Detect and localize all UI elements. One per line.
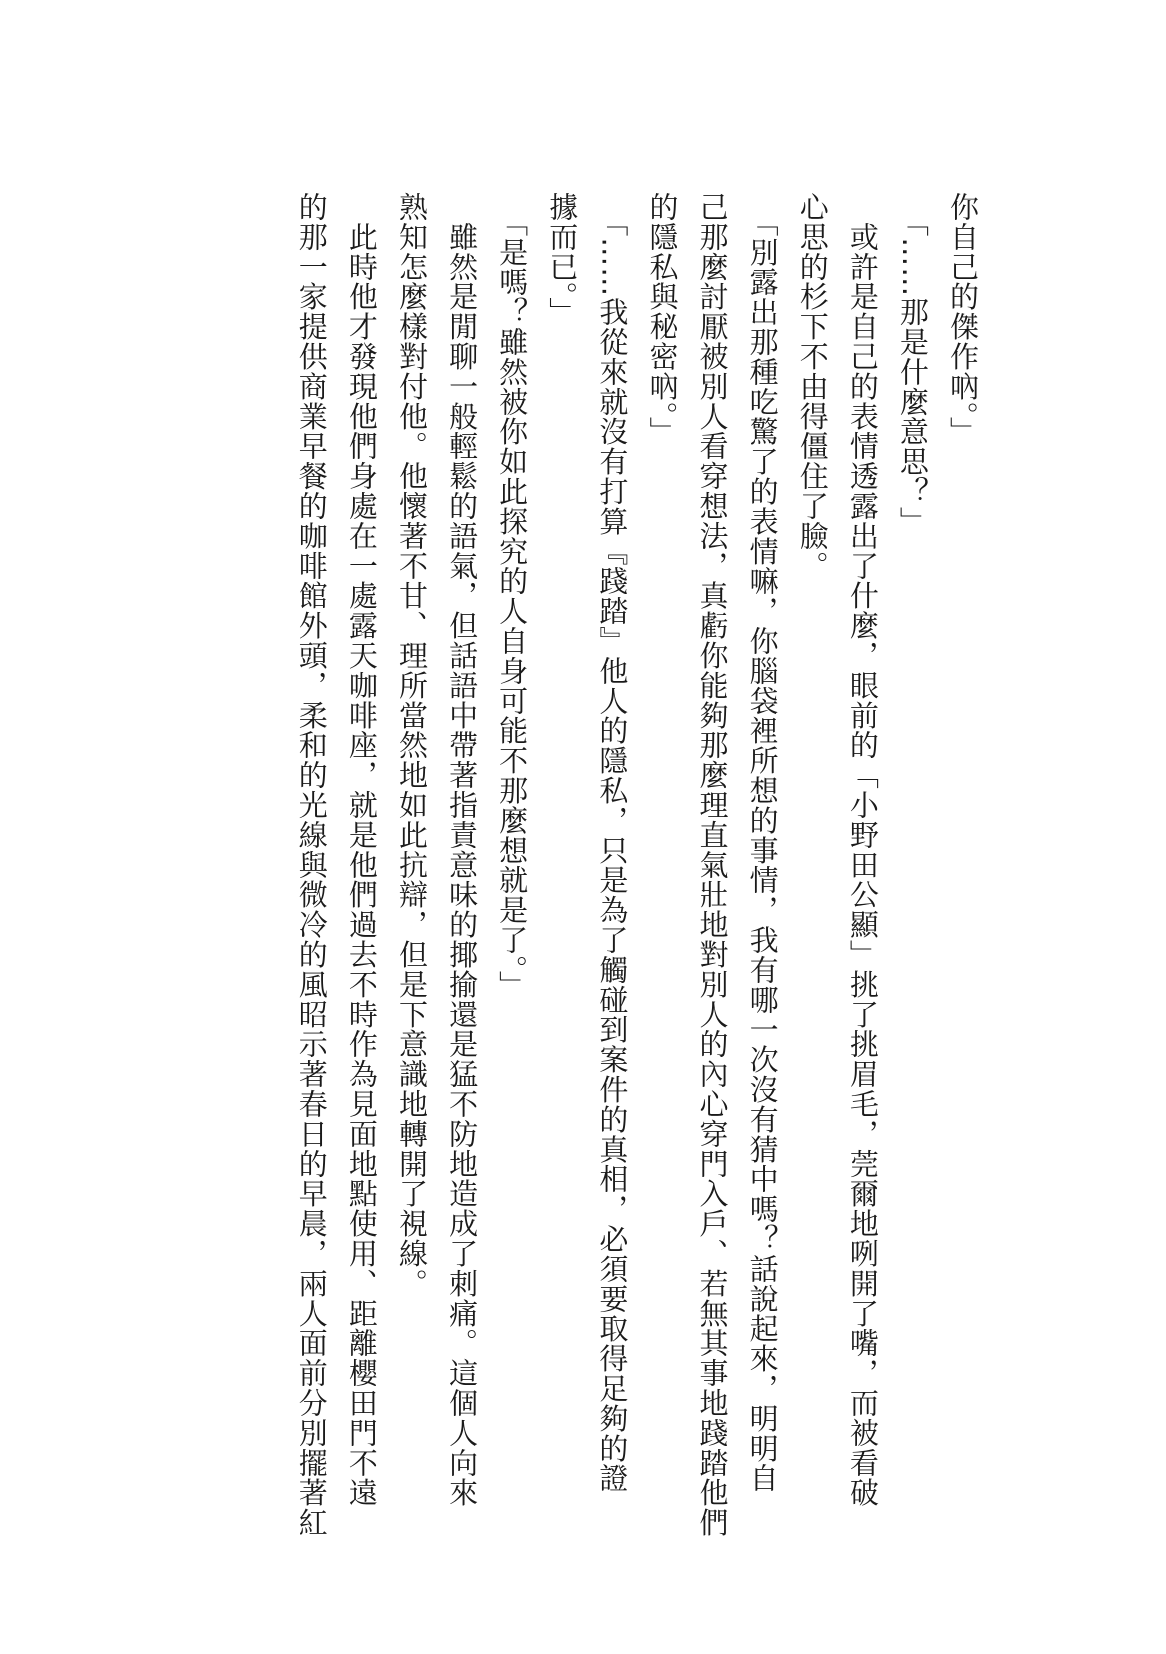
text-line: 的隱私與秘密吶。」 <box>645 192 680 447</box>
text-line: 己那麼討厭被別人看穿想法，真虧你能夠那麼理直氣壯地對別人的內心穿門入戶、若無其事地踐踏他們 <box>695 192 730 1538</box>
text-line: 「……我從來就沒有打算『踐踏』他人的隱私，只是為了觸碰到案件的真相，必須要取得足夠的證 <box>595 192 630 1494</box>
text-line: 據而已。」 <box>545 192 580 327</box>
text-line: 「……那是什麼意思？」 <box>895 192 930 537</box>
text-line: 此時他才發現他們身處在一處露天咖啡座，就是他們過去不時作為見面地點使用、距離櫻田門不遠 <box>344 192 379 1508</box>
text-line: 「是嗎？雖然被你如此探究的人自身可能不那麼想就是了。」 <box>495 192 530 1001</box>
vertical-text-body <box>287 192 988 1538</box>
text-line: 你自己的傑作吶。」 <box>946 192 980 447</box>
text-line: 的那一家提供商業早餐的咖啡館外頭，柔和的光線與微冷的風昭示著春日的早晨，兩人面前分別擺著紅 <box>294 192 329 1538</box>
text-line: 或許是自己的表情透露出了什麼，眼前的「小野田公顯」挑了挑眉毛，莞爾地咧開了嘴，而被看破 <box>845 192 880 1508</box>
text-line: 熟知怎麼樣對付他。他懷著不甘、理所當然地如此抗辯，但是下意識地轉開了視線。 <box>394 192 429 1299</box>
text-line: 雖然是閒聊一般輕鬆的語氣，但話語中帶著指責意味的揶揄還是猛不防地造成了刺痛。這個人向來 <box>445 192 480 1508</box>
text-line: 「別露出那種吃驚了的表情嘛，你腦袋裡所想的事情，我有哪一次沒有猜中嗎？話說起來，明明自 <box>745 192 780 1494</box>
text-line: 心思的杉下不由得僵住了臉。 <box>795 192 830 581</box>
